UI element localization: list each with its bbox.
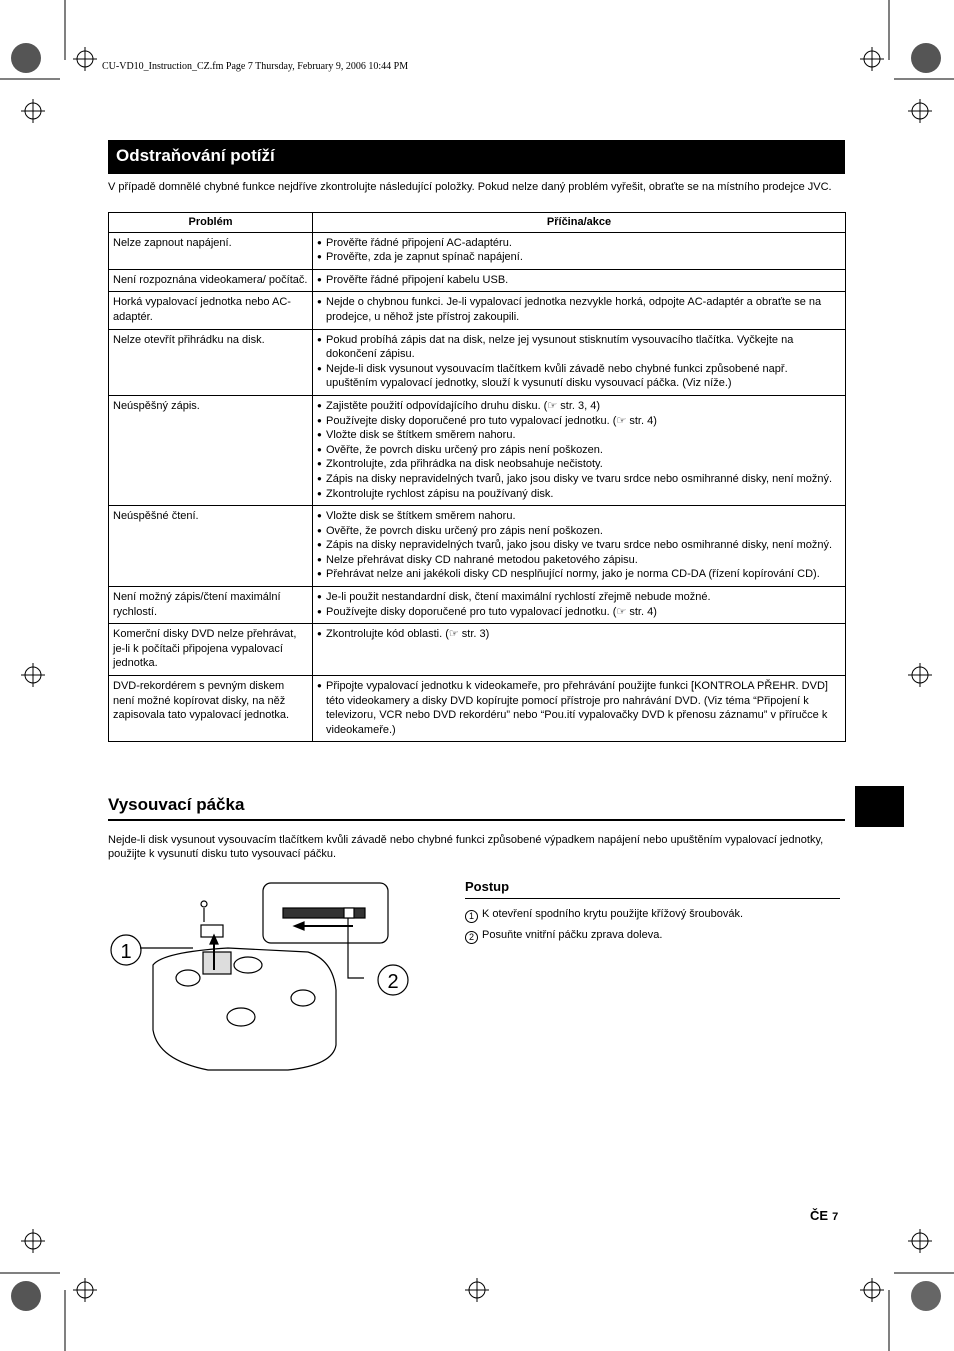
problem-cell: Není rozpoznána videokamera/ počítač. bbox=[109, 269, 313, 292]
procedure-step bbox=[465, 908, 743, 923]
problem-cell: Komerční disky DVD nelze přehrávat, je-li k počítači připojena vypalovací jednotka. bbox=[109, 624, 313, 676]
troubleshooting-intro: V případě domnělé chybné funkce nejdříve zkontrolujte následující položky. Pokud nelze daný problém vyřešit, obraťte se na místního prodejce JVC. bbox=[108, 181, 832, 193]
language-code: ČE bbox=[810, 1208, 829, 1223]
callout-2: 2 bbox=[387, 971, 399, 993]
cause-list bbox=[317, 399, 841, 501]
cause-item: ● Je-li použit nestandardní disk, čtení maximální rychlostí zřejmě nebude možné. bbox=[317, 590, 841, 605]
cause-item: ● Připojte vypalovací jednotku k videokameře, pro přehrávání použijte funkci [KONTROLA PŘEHR. DVD] této videokamery a disky DVD kopírujte pomocí přístroje pro nahrávání DVD. (Viz téma “Připojení k televizoru, VCR nebo DVD rekordéru” nebo “Pou.ití vypalovačky DVD k přenosu záznamu” v příručce k videokameře.) bbox=[317, 679, 841, 737]
cause-item: ● Zajistěte použití odpovídajícího druhu disku. (☞ str. 3, 4) bbox=[317, 399, 841, 414]
cause-item: ● Nejde o chybnou funkci. Je-li vypalovací jednotka nezvykle horká, odpojte AC-adaptér a obraťte se na prodejce, u něhož jste přístroj zakoupili. bbox=[317, 295, 841, 324]
table-row bbox=[109, 395, 846, 505]
problem-cell: Nelze zapnout napájení. bbox=[109, 232, 313, 269]
cause-item: ● Používejte disky doporučené pro tuto vypalovací jednotku. (☞ str. 4) bbox=[317, 605, 841, 620]
cause-item: ● Zkontrolujte, zda přihrádka na disk neobsahuje nečistoty. bbox=[317, 457, 841, 472]
cause-item: ● Zápis na disky nepravidelných tvarů, jako jsou disky ve tvaru srdce nebo osmihranné disky, není možný. bbox=[317, 538, 841, 553]
eject-lever-intro: Nejde-li disk vysunout vysouvacím tlačítkem kvůli závadě nebo chybné funkci způsobené výpadkem napájení nebo upuštěním vypalovací jednotky, použijte k vysunutí disku tuto vysouvací páčku. bbox=[108, 834, 824, 860]
cause-item: ● Zápis na disky nepravidelných tvarů, jako jsou disky ve tvaru srdce nebo osmihranné disky, není možný. bbox=[317, 472, 841, 487]
problem-cell: Nelze otevřít přihrádku na disk. bbox=[109, 329, 313, 395]
cause-cell bbox=[313, 587, 846, 624]
procedure-rule bbox=[465, 898, 840, 899]
cause-list bbox=[317, 509, 841, 582]
procedure-title: Postup bbox=[465, 879, 510, 894]
step-number: 2 bbox=[465, 931, 478, 944]
cause-cell bbox=[313, 395, 846, 505]
cause-list bbox=[317, 333, 841, 391]
eject-lever-illustration bbox=[108, 880, 428, 1075]
cause-cell bbox=[313, 506, 846, 587]
table-row bbox=[109, 292, 846, 329]
cause-list bbox=[317, 295, 841, 324]
cause-item: ● Prověřte, zda je zapnut spínač napájení. bbox=[317, 250, 841, 265]
step-text: Posuňte vnitřní páčku zprava doleva. bbox=[482, 929, 663, 941]
column-header-problem: Problém bbox=[109, 213, 313, 233]
cause-cell bbox=[313, 232, 846, 269]
cause-cell bbox=[313, 329, 846, 395]
callout-1: 1 bbox=[120, 941, 132, 963]
cause-list bbox=[317, 679, 841, 737]
file-header-line: CU-VD10_Instruction_CZ.fm Page 7 Thursday, February 9, 2006 10:44 PM bbox=[102, 61, 409, 72]
cause-cell bbox=[313, 292, 846, 329]
troubleshooting-table bbox=[108, 212, 846, 742]
table-row bbox=[109, 232, 846, 269]
section-title: Odstraňování potíží bbox=[116, 146, 275, 165]
problem-cell: Neúspěšný zápis. bbox=[109, 395, 313, 505]
column-header-cause: Příčina/akce bbox=[313, 213, 846, 233]
cause-list bbox=[317, 236, 841, 265]
cause-list bbox=[317, 273, 841, 288]
cause-item: ● Nejde-li disk vysunout vysouvacím tlačítkem kvůli závadě nebo chybné funkci způsobené např. upuštěním vypalovací jednotky, slouží k vysunutí disku vysouvací páčka. (Viz níže.) bbox=[317, 362, 841, 391]
cause-item: ● Vložte disk se štítkem směrem nahoru. bbox=[317, 509, 841, 524]
problem-cell: Neúspěšné čtení. bbox=[109, 506, 313, 587]
cause-item: ● Používejte disky doporučené pro tuto vypalovací jednotku. (☞ str. 4) bbox=[317, 414, 841, 429]
page-tab-marker bbox=[855, 786, 904, 827]
cause-item: ● Prověřte řádné připojení kabelu USB. bbox=[317, 273, 841, 288]
table-row bbox=[109, 587, 846, 624]
cause-cell bbox=[313, 624, 846, 676]
eject-lever-title: Vysouvací páčka bbox=[108, 795, 245, 814]
cause-item: ● Ověřte, že povrch disku určený pro zápis není poškozen. bbox=[317, 443, 841, 458]
table-row bbox=[109, 329, 846, 395]
problem-cell: DVD-rekordérem s pevným diskem není možné kopírovat disky, na něž zapisovala tato vypalovací jednotka. bbox=[109, 676, 313, 742]
table-row bbox=[109, 506, 846, 587]
cause-cell bbox=[313, 269, 846, 292]
table-row bbox=[109, 269, 846, 292]
table-row bbox=[109, 676, 846, 742]
cause-item: ● Přehrávat nelze ani jakékoli disky CD nesplňující normy, jako je norma CD-DA (řízení kopírování CD). bbox=[317, 567, 841, 582]
cause-item: ● Zkontrolujte rychlost zápisu na používaný disk. bbox=[317, 487, 841, 502]
problem-cell: Horká vypalovací jednotka nebo AC-adaptér. bbox=[109, 292, 313, 329]
cause-item: ● Zkontrolujte kód oblasti. (☞ str. 3) bbox=[317, 627, 841, 642]
step-number: 1 bbox=[465, 910, 478, 923]
step-text: K otevření spodního krytu použijte křížový šroubovák. bbox=[482, 908, 744, 920]
cause-item: ● Prověřte řádné připojení AC-adaptéru. bbox=[317, 236, 841, 251]
page-footer bbox=[810, 1208, 838, 1223]
title-rule bbox=[108, 819, 845, 821]
problem-cell: Není možný zápis/čtení maximální rychlostí. bbox=[109, 587, 313, 624]
cause-item: ● Nelze přehrávat disky CD nahrané metodou paketového zápisu. bbox=[317, 553, 841, 568]
cause-item: ● Vložte disk se štítkem směrem nahoru. bbox=[317, 428, 841, 443]
page-number: 7 bbox=[832, 1211, 839, 1223]
cause-list bbox=[317, 627, 841, 642]
cause-list bbox=[317, 590, 841, 619]
cause-item: ● Pokud probíhá zápis dat na disk, nelze jej vysunout stisknutím vysouvacího tlačítka. Vyčkejte na dokončení zápisu. bbox=[317, 333, 841, 362]
table-row bbox=[109, 624, 846, 676]
procedure-step bbox=[465, 929, 662, 944]
cause-cell bbox=[313, 676, 846, 742]
section-title-bar bbox=[108, 140, 845, 174]
cause-item: ● Ověřte, že povrch disku určený pro zápis není poškozen. bbox=[317, 524, 841, 539]
